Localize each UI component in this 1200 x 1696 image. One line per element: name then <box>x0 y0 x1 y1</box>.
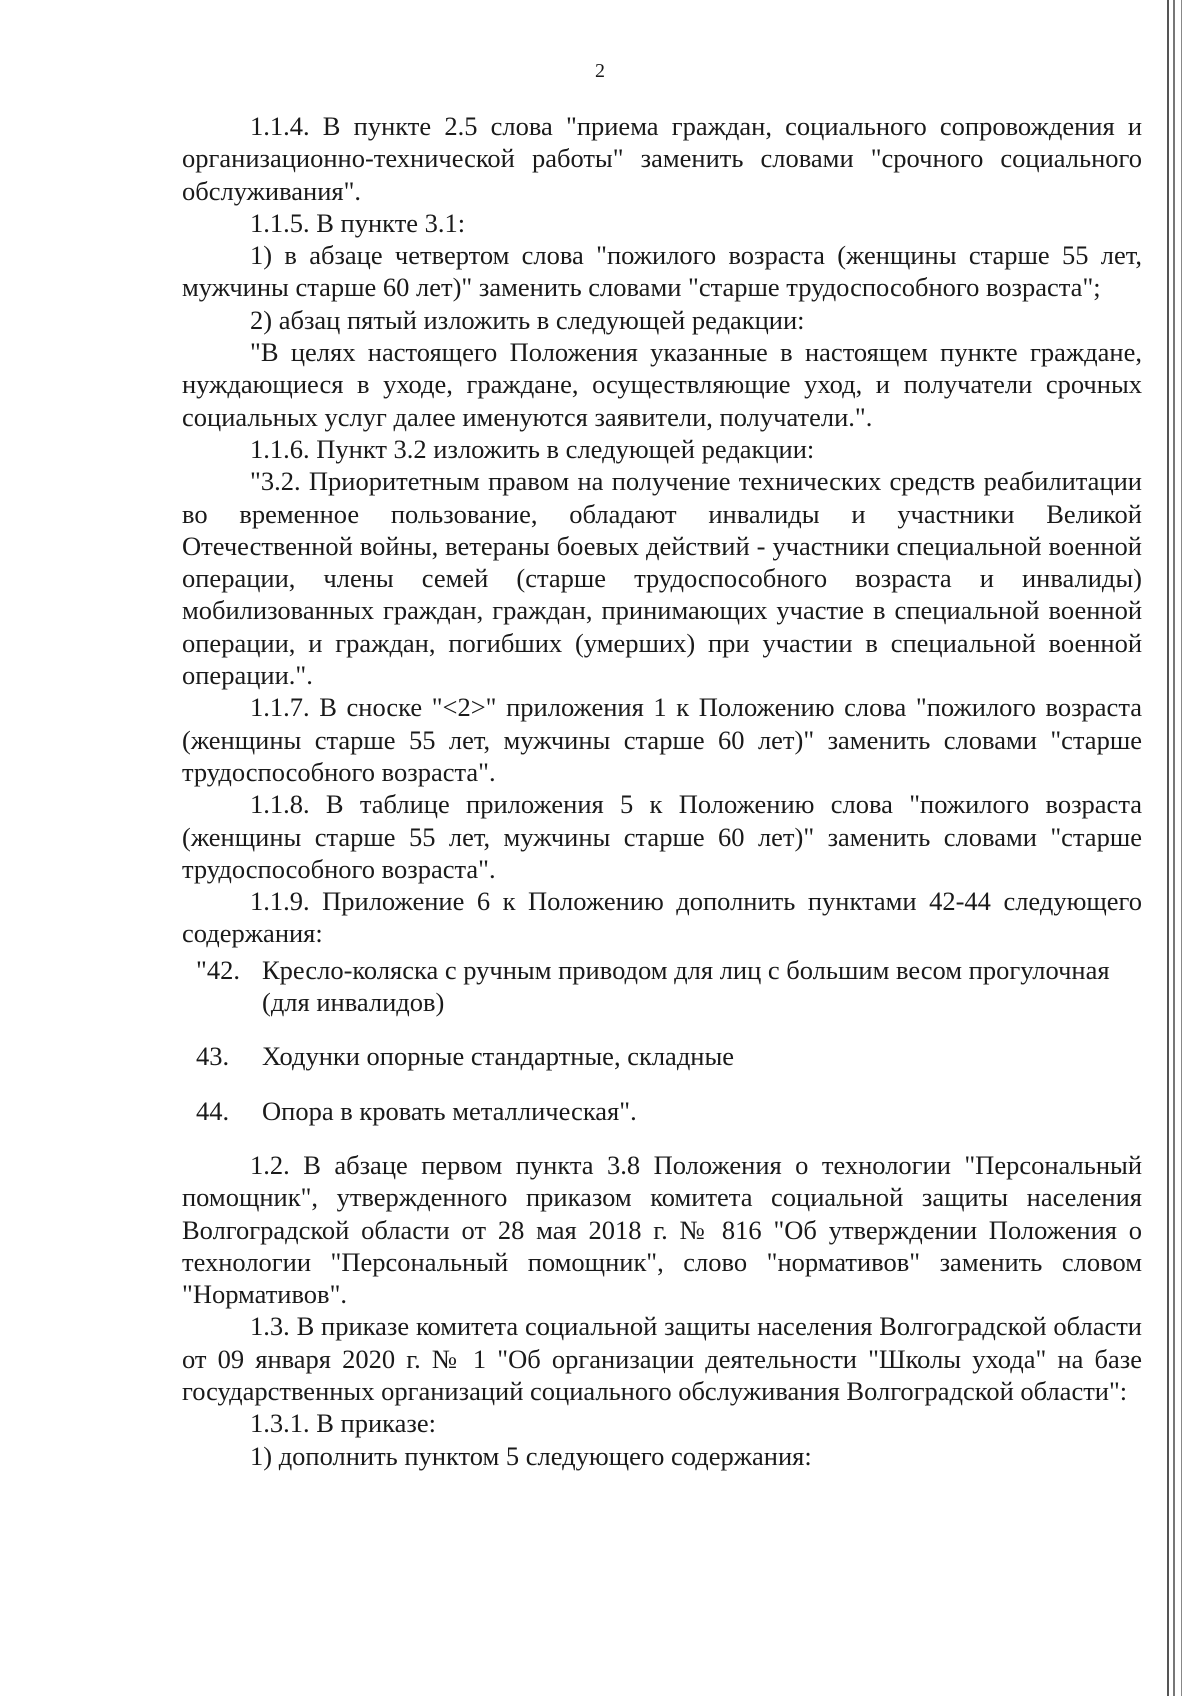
paragraph: 1.1.6. Пункт 3.2 изложить в следующей редакции: <box>250 433 815 464</box>
paragraphs-section-b <box>182 1149 1142 1472</box>
document-body <box>182 110 1142 1472</box>
paragraph: 1.1.5. В пункте 3.1: <box>250 207 466 238</box>
list-item <box>196 954 1142 1019</box>
paragraphs-section-a <box>182 110 1142 950</box>
list-item-number: 43. <box>196 1041 230 1072</box>
list-item-number: "42. <box>196 954 240 985</box>
paragraph: 1) в абзаце четвертом слова "пожилого возраста (женщины старше 55 лет, мужчины старше 60 лет)" заменить словами "старше трудоспособного возраста"; <box>182 240 1142 303</box>
paragraph: 2) абзац пятый изложить в следующей редакции: <box>250 304 805 335</box>
page-number: 2 <box>595 60 605 82</box>
paragraph: 1.1.7. В сноске "<2>" приложения 1 к Положению слова "пожилого возраста (женщины старше 55 лет, мужчины старше 60 лет)" заменить словами "старше трудоспособного возраста". <box>182 692 1142 787</box>
scan-edge-border <box>1167 0 1182 1696</box>
paragraph: 1.1.9. Приложение 6 к Положению дополнить пунктами 42-44 следующего содержания: <box>182 886 1142 949</box>
paragraph: "3.2. Приоритетным правом на получение технических средств реабилитации во временное пользование, обладают инвалиды и участники Великой Отечественной войны, ветераны боевых действий - участники специальной военной операции, члены семей (старше трудоспособного возраста и инвалиды) мобилизованных граждан, граждан, принимающих участие в специальной военной операции, и граждан, погибших (умерших) при участии в специальной военной операции.". <box>182 466 1142 691</box>
list-item-number: 44. <box>196 1095 230 1126</box>
paragraph: 1) дополнить пунктом 5 следующего содержания: <box>250 1440 812 1471</box>
paragraph: 1.3.1. В приказе: <box>250 1408 436 1439</box>
list-item <box>196 1040 1142 1072</box>
appendix-items-list <box>196 954 1142 1127</box>
paragraph: 1.1.4. В пункте 2.5 слова "приема граждан, социального сопровождения и организационно-технической работы" заменить словами "срочного социального обслуживания". <box>182 111 1142 206</box>
paragraph: 1.2. В абзаце первом пункта 3.8 Положения о технологии "Персональный помощник", утвержденного приказом комитета социальной защиты населения Волгоградской области от 28 мая 2018 г. № 816 "Об утверждении Положения о технологии "Персональный помощник", слово "нормативов" заменить словом "Нормативов". <box>182 1149 1142 1310</box>
list-item-text: Ходунки опорные стандартные, складные <box>262 1041 735 1072</box>
list-item <box>196 1095 1142 1127</box>
paragraph: "В целях настоящего Положения указанные в настоящем пункте граждане, нуждающиеся в уходе, граждане, осуществляющие уход, и получатели срочных социальных услуг далее именуются заявители, получатели.". <box>182 337 1142 432</box>
paragraph: 1.3. В приказе комитета социальной защиты населения Волгоградской области от 09 января 2020 г. № 1 "Об организации деятельности "Школы ухода" на базе государственных организаций социального обслуживания Волгоградской области": <box>182 1311 1142 1406</box>
list-item-text: Опора в кровать металлическая". <box>262 1095 637 1126</box>
list-item-text: Кресло-коляска с ручным приводом для лиц с большим весом прогулочная (для инвалидов) <box>262 954 1110 1018</box>
paragraph: 1.1.8. В таблице приложения 5 к Положению слова "пожилого возраста (женщины старше 55 лет, мужчины старше 60 лет)" заменить словами "старше трудоспособного возраста". <box>182 789 1142 884</box>
